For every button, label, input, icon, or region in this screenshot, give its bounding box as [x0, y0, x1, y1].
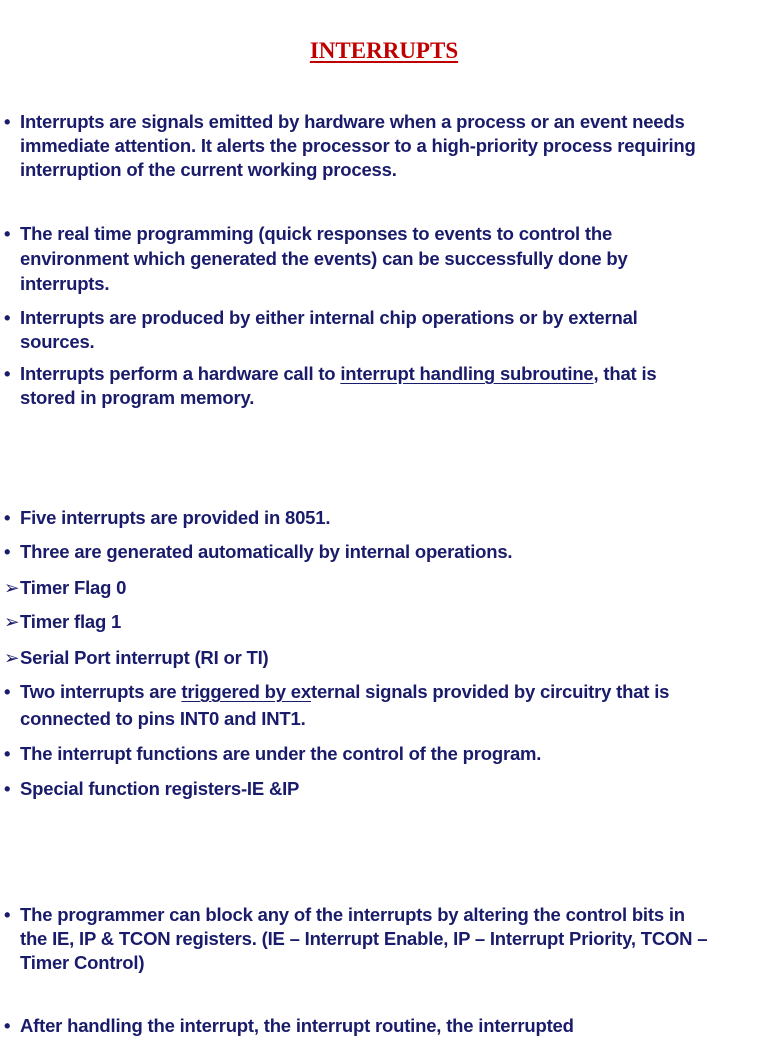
- arrow-bullet-icon: ➢: [4, 611, 20, 632]
- bullet-item-interrupt-functions: [4, 742, 764, 766]
- text-line: interruption of the current working process.: [20, 159, 397, 180]
- text-line: [20, 680, 669, 704]
- text-line: Timer Flag 0: [20, 577, 127, 598]
- bullet-item-five-interrupts: [4, 506, 764, 530]
- text-segment: , that is: [593, 363, 657, 384]
- text-line: Serial Port interrupt (RI or TI): [20, 647, 269, 668]
- arrow-item-serial-port: [4, 646, 764, 670]
- text-line: Special function registers-IE &IP: [20, 778, 300, 799]
- arrow-bullet-icon: ➢: [4, 647, 20, 668]
- bullet-item-after-handling: [4, 1014, 764, 1038]
- bullet-item-interrupt-definition: [4, 110, 764, 182]
- bullet-item-hardware-call: [4, 362, 764, 410]
- text-line: Timer Control): [20, 952, 145, 973]
- bullet-icon: •: [4, 743, 11, 764]
- arrow-item-timer-flag-1: [4, 610, 764, 634]
- page-title: INTERRUPTS: [309, 38, 459, 63]
- text-line: connected to pins INT0 and INT1.: [20, 708, 306, 729]
- bullet-item-real-time-programming: [4, 222, 764, 296]
- text-line: sources.: [20, 331, 95, 352]
- bullet-icon: •: [4, 223, 11, 244]
- bullet-icon: •: [4, 363, 11, 384]
- bullet-icon: •: [4, 507, 11, 528]
- bullet-icon: •: [4, 778, 11, 799]
- bullet-icon: •: [4, 681, 11, 702]
- text-line: Timer flag 1: [20, 611, 122, 632]
- text-line: The real time programming (quick responses to events to control the: [20, 223, 613, 244]
- bullet-icon: •: [4, 111, 11, 132]
- bullet-icon: •: [4, 541, 11, 562]
- text-line: Three are generated automatically by internal operations.: [20, 541, 513, 562]
- text-line: Five interrupts are provided in 8051.: [20, 507, 331, 528]
- text-line: The programmer can block any of the interrupts by altering the control bits in: [20, 904, 685, 925]
- text-line: stored in program memory.: [20, 387, 255, 408]
- bullet-item-block-interrupts: [4, 903, 764, 975]
- text-line: After handling the interrupt, the interrupt routine, the interrupted: [20, 1015, 574, 1036]
- underlined-segment: triggered by ex: [181, 681, 311, 702]
- arrow-item-timer-flag-0: [4, 576, 764, 600]
- text-segment: Interrupts perform a hardware call to: [20, 363, 341, 384]
- text-line: Interrupts are signals emitted by hardware when a process or an event needs: [20, 111, 685, 132]
- bullet-item-interrupt-sources: [4, 306, 764, 354]
- bullet-item-three-internal: [4, 540, 764, 564]
- text-line: immediate attention. It alerts the processor to a high-priority process requiring: [20, 135, 696, 156]
- text-line: the IE, IP & TCON registers. (IE – Interrupt Enable, IP – Interrupt Priority, TCON –: [20, 928, 708, 949]
- bullet-item-two-external: [4, 680, 764, 731]
- text-segment: Two interrupts are: [20, 681, 182, 702]
- text-segment: ternal signals provided by circuitry that is: [311, 681, 670, 702]
- text-line: The interrupt functions are under the control of the program.: [20, 743, 542, 764]
- text-line: interrupts.: [20, 273, 110, 294]
- bullet-item-special-function-registers: [4, 777, 764, 801]
- text-line: Interrupts are produced by either internal chip operations or by external: [20, 307, 638, 328]
- interrupt-handling-subroutine-link[interactable]: interrupt handling subroutine: [340, 363, 594, 384]
- bullet-icon: •: [4, 1015, 11, 1036]
- text-line: environment which generated the events) can be successfully done by: [20, 248, 628, 269]
- text-line: [20, 362, 657, 386]
- bullet-icon: •: [4, 904, 11, 925]
- bullet-icon: •: [4, 307, 11, 328]
- arrow-bullet-icon: ➢: [4, 577, 20, 598]
